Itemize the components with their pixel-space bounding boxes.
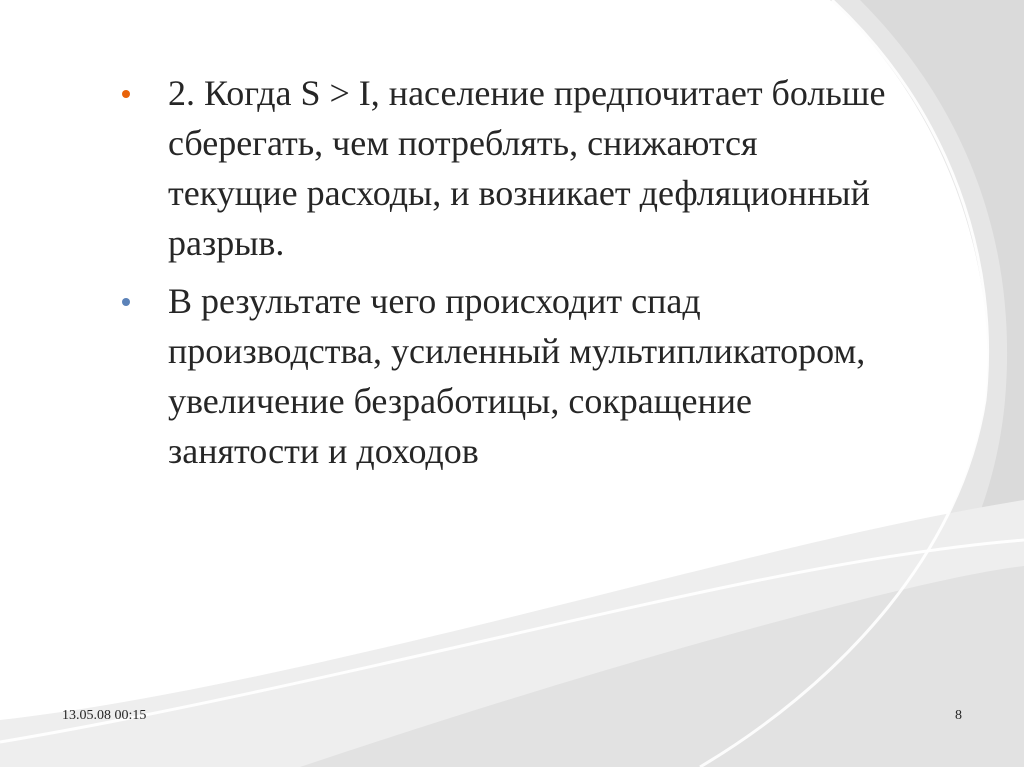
bullet-text-2: В результате чего происходит спад производства, усиленный мультипликатором, увеличение безработицы, сокращение занятости и доходов <box>168 281 866 471</box>
bullet-item-1 <box>122 68 892 268</box>
footer-date: 13.05.08 00:15 <box>62 708 147 723</box>
bullet-list <box>122 68 892 484</box>
bullet-marker-orange <box>122 90 130 98</box>
bullet-marker-blue <box>122 298 130 306</box>
page-number: 8 <box>955 708 962 723</box>
bullet-item-2 <box>122 276 892 476</box>
bullet-text-1: 2. Когда S > I, население предпочитает больше сберегать, чем потреблять, снижаются текущие расходы, и возникает дефляционный разрыв. <box>168 73 886 263</box>
